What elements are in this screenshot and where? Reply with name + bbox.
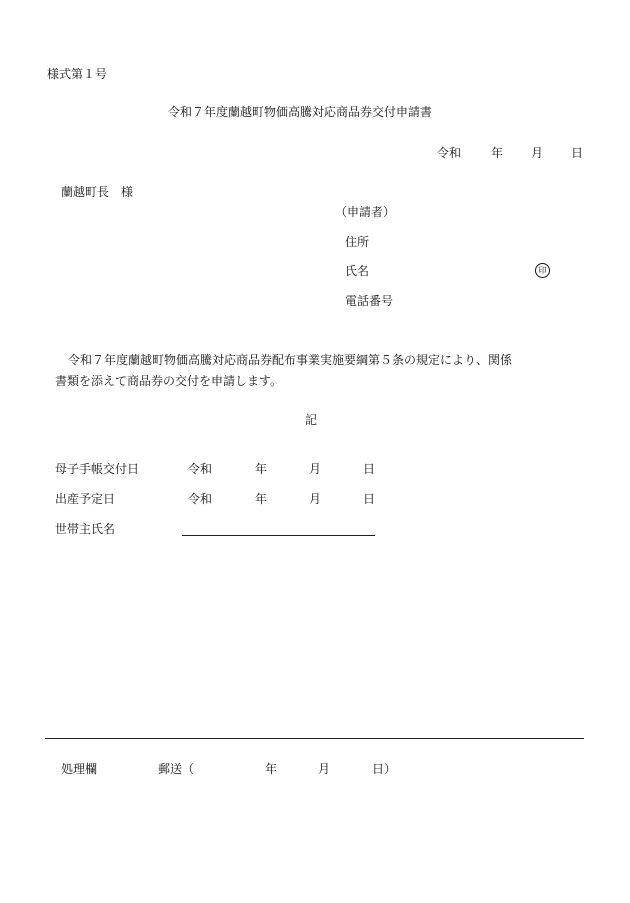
date-era: 令和 <box>437 146 462 160</box>
field-day: 日 <box>363 462 376 476</box>
date-month: 月 <box>531 146 544 160</box>
field-year: 年 <box>255 462 268 476</box>
field-era: 令和 <box>188 492 213 506</box>
field-year: 年 <box>255 492 268 506</box>
applicant-label: （申請者） <box>335 205 396 219</box>
addressee: 蘭越町長 様 <box>61 185 134 199</box>
mail-label: 郵送（ <box>158 762 195 776</box>
form-number: 様式第１号 <box>47 67 108 81</box>
body-line-1: 令和７年度蘭越町物価高騰対応商品券配布事業実施要綱第５条の規定により、関係 <box>68 353 513 367</box>
processing-year: 年 <box>265 762 278 776</box>
processing-day: 日） <box>372 762 397 776</box>
processing-label: 処理欄 <box>61 762 98 776</box>
ki-heading: 記 <box>305 413 318 427</box>
body-line-2: 書類を添えて商品券の交付を申請します。 <box>55 374 283 388</box>
date-day: 日 <box>571 146 584 160</box>
name-label: 氏名 <box>345 264 370 278</box>
address-label: 住所 <box>345 235 370 249</box>
divider-line <box>45 738 584 739</box>
field-month: 月 <box>309 492 322 506</box>
date-year: 年 <box>491 146 504 160</box>
processing-month: 月 <box>318 762 331 776</box>
field-label: 母子手帳交付日 <box>55 462 140 476</box>
field-day: 日 <box>363 492 376 506</box>
field-era: 令和 <box>188 462 213 476</box>
seal-mark <box>535 263 550 278</box>
household-head-line[interactable] <box>182 535 375 536</box>
phone-label: 電話番号 <box>345 294 394 308</box>
field-label: 出産予定日 <box>55 492 116 506</box>
household-head-label: 世帯主氏名 <box>55 522 116 536</box>
seal-label: 印 <box>535 263 550 278</box>
page-title: 令和７年度蘭越町物価高騰対応商品券交付申請書 <box>168 105 433 119</box>
field-month: 月 <box>309 462 322 476</box>
